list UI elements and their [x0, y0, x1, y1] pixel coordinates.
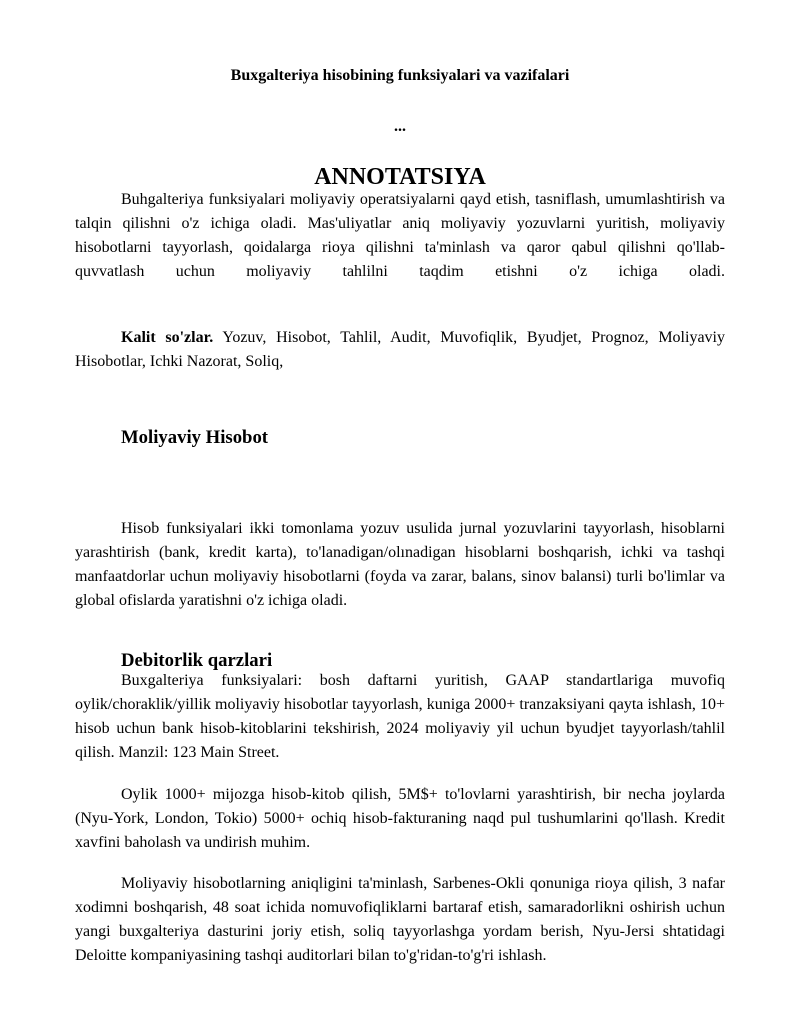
section-heading-receivables: Debitorlik qarzlari: [121, 650, 273, 671]
section-paragraph: Oylik 1000+ mijozga hisob-kitob qilish, 5M$+ to'lovlarni yarashtirish, bir necha joylarda (Nyu-York, London, Tokio) 5000+ ochiq hisob-fakturaning naqd pul tushumlarini qo'llash. Kredit xavfini baholash va undirish muhim.: [75, 786, 725, 851]
keywords-label: Kalit so'zlar.: [121, 329, 214, 346]
keywords-text: Yozuv, Hisobot, Tahlil, Audit, Muvofiqlik, Byudjet, Prognoz, Moliyaviy Hisobotlar, Ichki Nazorat, Soliq,: [75, 329, 725, 370]
section-paragraph: Hisob funksiyalari ikki tomonlama yozuv usulida jurnal yozuvlarini tayyorlash, hisoblarni yarashtirish (bank, kredit karta), to'lanadigan/olınadigan hisoblarni boshqarish, ichki va tashqi manfaatdorlar uchun moliyaviy hisobotlarni (foyda va zarar, balans, sinov balansi) turli bo'limlar va global ofislarda yaratishni o'z ichiga oladi.: [75, 520, 725, 609]
section-heading-financial-reporting: Moliyaviy Hisobot: [121, 427, 269, 448]
section-paragraph: Moliyaviy hisobotlarning aniqligini ta'minlash, Sarbenes-Okli qonuniga rioya qilish, 3 nafar xodimni boshqarish, 48 soat ichida nomuvofiqliklarni bartaraf etish, samaradorlikni oshirish uchun yangi buxgalteriya dasturini joriy etish, soliq tayyorlashga yordam berish, Nyu-Jersi shtatidagi Deloitte kompaniyasining tashqi auditorlari bilan to'g'ridan-to'g'ri ishlash.: [75, 875, 725, 964]
section-paragraph: Buxgalteriya funksiyalari: bosh daftarni yuritish, GAAP standartlariga muvofiq oylik/choraklik/yillik moliyaviy hisobotlar tayyorlash, kuniga 2000+ tranzaksiyani qayta ishlash, 10+ hisob uchun bank hisob-kitoblarini tekshirish, 2024 moliyaviy yil uchun byudjet tayyorlash/tahlil qilish. Manzil: 123 Main Street.: [75, 672, 725, 761]
keywords-paragraph: [75, 326, 725, 374]
title-ellipsis: ...: [394, 118, 406, 135]
document-title: Buxgalteriya hisobining funksiyalari va vazifalari: [230, 67, 570, 84]
annotation-paragraph: Buhgalteriya funksiyalari moliyaviy operatsiyalarni qayd etish, tasniflash, umumlashtirish va talqin qilishni o'z ichiga oladi. Mas'uliyatlar aniq moliyaviy yozuvlarni yuritish, moliyaviy hisobotlarni tayyorlash, qoidalarga rioya qilishni ta'minlash va qaror qabul qilishni qo'llab-quvvatlash uchun moliyaviy tahlilni taqdim etishni o'z ichiga oladi.: [75, 191, 725, 280]
annotation-heading: ANNOTATSIYA: [314, 164, 486, 190]
